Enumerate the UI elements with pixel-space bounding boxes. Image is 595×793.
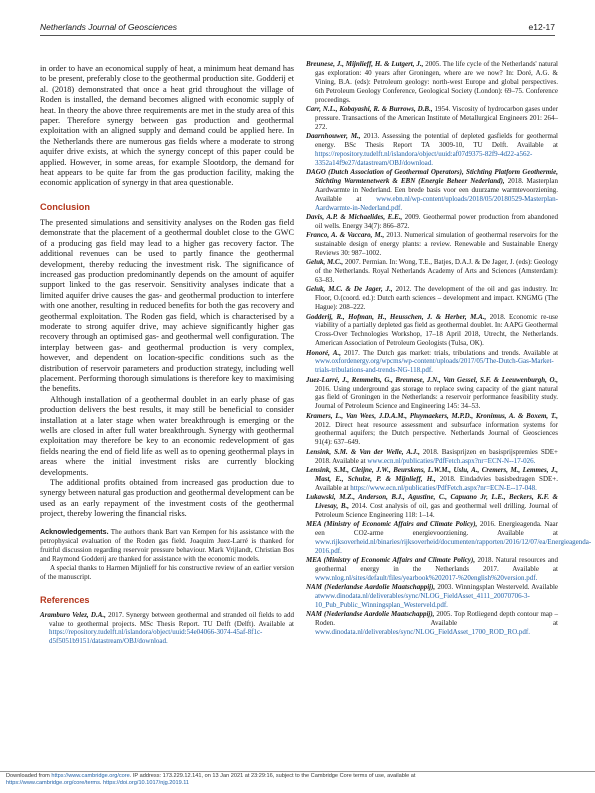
header-divider [40, 35, 555, 36]
reference-link[interactable]: www.dinodata.nl/deliverables/sync/NLOG_FieldAsset_1700_ROD_RO.pdf. [315, 628, 530, 637]
reference-item [306, 412, 558, 448]
ack-text: The authors thank Bart van Kempen for his assistance with the petrophysical evaluation of the Roden gas field. Joaquim Juez-Larré is thanked for fruitful discussion regarding reservoir pressure behaviour. Mark Vrijlandt, Christian Bos and Raymond Godderij are thanked for assistance with the economic models. [40, 527, 294, 563]
footer-separator: . [99, 780, 103, 786]
reference-text: 2012. Direct heat resource assessment and subsurface information systems for geothermal aquifers; the Dutch perspective. Netherlands Journal of Geosciences 91(4): 637–649. [315, 420, 558, 447]
references-list-right [306, 60, 592, 637]
reference-item [306, 466, 558, 493]
reference-authors: Juez-Larré, J., Remmelts, G., Breunese, J.N., Van Gessel, S.F. & Leeuwenburgh, O., [306, 375, 558, 384]
reference-authors: Lensink, S.M. & Van der Welle, A.J., [306, 447, 420, 456]
reference-item [306, 349, 558, 376]
reference-item [306, 448, 558, 466]
references-heading: References [40, 594, 90, 605]
reference-text: 2005. The life cycle of the Netherlands' natural gas exploration: 40 years after Groningen, where are we now? In: Doré, A.G. & Vining, B.A. (eds): Petroleum geology: north-west Europe and global perspectives. 6th Petroleum Geology Conference, Geological Society (London): 69–75. Conference proceedings. [315, 60, 559, 104]
reference-item [306, 493, 558, 520]
reference-item [306, 213, 558, 231]
reference-authors: NAM (Nederlandse Aardolie Maatschappij), [306, 610, 435, 619]
reference-authors: Godderij, R., Hofman, H., Heusschen, J. & Herber, M.A., [306, 312, 487, 321]
reference-item [306, 520, 592, 556]
conclusion-heading: Conclusion [40, 201, 91, 212]
reference-text: 2013. Assessing the potential of depleted gasfields for geothermal energy. BSc Thesis Report TA 3009-10, TU Delft. Available at [315, 132, 558, 149]
conclusion-paragraph-1: The presented simulations and sensitivity analyses on the Roden gas field demonstrate that the placement of a geothermal doublet close to the GWC of a producing gas field may lead to a higher gas recovery factor. The additional revenues can be used to partly finance the geothermal development, thereby reducing the investment risk. The significance of increased gas production predominantly depends on the amount of aquifer support linked to the gas reservoir. Sensitivity analyses indicate that a limited aquifer drive causes the gas- and geothermal production to interfere with one another, resulting in reduced benefits for both the gas recovery and geothermal exploitation. The Roden gas field, which is characterised by a moderate to strong aquifer drive, may achieve significantly higher gas recovery through an optimised gas- and geothermal well configuration. The interplay between gas- and geothermal production is very complex, however, and dependent on location-specific conditions such as the distribution of reservoir parameters and production strategy, including well placement. Performing thorough simulations is therefore key to maximising the benefits. [40, 217, 294, 394]
reference-authors: Aramburo Velez, D.A., [40, 610, 106, 619]
reference-link[interactable]: www.ecn.nl/publicaties/PdfFetch.aspx?nr=ECN-N--17-026. [367, 456, 536, 465]
acknowledgements [40, 528, 294, 582]
doi-link[interactable]: https://doi.org/10.1017/njg.2019.11 [103, 780, 190, 786]
reference-text: 2017. The Dutch gas market: trials, tribulations and trends. Available at [341, 348, 559, 357]
reference-authors: Franco, A. & Vaccaro, M., [306, 231, 385, 240]
download-footer [6, 773, 415, 787]
reference-text: 2013. Numerical simulation of geothermal reservoirs for the sustainable design of energy plants: a review. Renewable and Sustainable Energy Reviews 30: 987–1002. [315, 231, 558, 257]
ack-paragraph [40, 528, 294, 564]
reference-text: 2012. The development of the oil and gas industry. In: Floor, O.(coord. ed.): Dutch earth sciences – development and impact. KNGMG (The Hague): 208–222. [315, 285, 558, 312]
ack-paragraph-2: A special thanks to Harmen Mijnlieff for his constructive review of an earlier version of the manuscript. [40, 563, 294, 581]
reference-item [306, 376, 558, 412]
reference-item [306, 132, 558, 168]
reference-link[interactable]: www.oxfordenergy.org/wpcms/wp-content/uploads/2017/05/The-Dutch-Gas-Market-trials-tribulations-and-trends-NG-118.pdf. [315, 357, 554, 375]
reference-item [306, 168, 558, 213]
reference-item [40, 611, 294, 647]
reference-text: 2018. Masterplan Aardwarmte in Nederland. Een brede basis voor een duurzame warmtevoorziening. Available at [315, 176, 558, 203]
intro-paragraph: in order to have an economical supply of heat, a minimum heat demand has to be present, preferably close to the geothermal production site. Godderij et al. (2018) demonstrated that once a heat grid throughout the village of Roden is installed, the demand becomes aligned with economic supply of heat. In theory the above three requirements are met in the study area of this paper. Therefore synergy between gas production and geothermal exploitation with an aligned supply and demand could be applied here. In the Netherlands there are numerous gas fields where a moderate to strong aquifer drive exists, at which the synergy concept of this paper could be applied. However, in some areas, for example Slootdorp, the demand for heat appears to be quite far from the gas production facility, making the economic application of synergy in that area questionable. [40, 64, 294, 188]
reference-text: 1954. Viscosity of hydrocarbon gases under pressure. Transactions of the American Institute of Metallurgical Engineers 201: 264–272. [315, 104, 558, 131]
reference-item [306, 258, 558, 285]
reference-authors: NAM (Nederlandse Aardolie Maatschappij), [306, 583, 436, 592]
conclusion-body [40, 218, 294, 520]
reference-link[interactable]: www.nlog.nl/sites/default/files/yearbook%202017-%20english%20version.pdf. [315, 573, 538, 582]
reference-text: 2007. Permian. In: Wong, T.E., Batjes, D.A.J. & De Jager, J. (eds): Geology of the Netherlands. Royal Netherlands Academy of Arts and Sciences (Amsterdam): 63–83. [315, 258, 558, 285]
reference-authors: Breunese, J., Mijnlieff, H. & Lutgert, J., [306, 60, 424, 68]
reference-link[interactable]: https://repository.tudelft.nl/islandora/object/uuid:af07d9375-82f9-4d22-a562-3352a14f9e27/datastream/OBJ/download. [315, 149, 533, 167]
reference-text: 2014. Cost analysis of oil, gas and geothermal well drilling. Journal of Petroleum Science Engineering 118: 1–14. [315, 501, 558, 519]
ack-label: Acknowledgements. [40, 527, 109, 536]
reference-link[interactable]: www.rijksoverheid.nl/binaries/rijksoverheid/documenten/rapporten/2016/12/07/ea/Energieagenda-2016.pdf. [315, 537, 592, 555]
reference-text: 2003. Winningsplan Westerveld. Available [435, 583, 559, 592]
reference-text: 2018. Natural resources and geothermal energy in the Netherlands 2017. Available at [315, 556, 558, 573]
footer-prefix: Downloaded from [6, 773, 52, 779]
reference-authors: MEA (Ministry of Economic Affairs and Climate Policy), [306, 556, 476, 565]
reference-item [306, 313, 558, 349]
conclusion-paragraph-2: Although installation of a geothermal doublet in an early phase of gas production delivers the best results, it may still be beneficial to consider installation at a later stage when water breakthrough is emerging or the wells are closed in after full water breakthrough. Synergy with geothermal exploitation may therefore be key to an economic redevelopment of gas fields nearing the end of field life as well as to opening geothermal plays in areas where the initial investment risks are currently blocking developments. [40, 394, 294, 477]
reference-link[interactable]: www.ebn.nl/wp-content/uploads/2018/05/20180529-Masterplan-Aardwarmte-in-Nederland.pdf. [315, 194, 558, 212]
reference-text: 2016. Energieagenda. Naar een CO2-arme energievoorziening. Available at [315, 520, 558, 537]
reference-text: 2018. Eindadvies basisbedragen SDE+. Available at [315, 474, 558, 492]
reference-item [306, 105, 558, 132]
conclusion-paragraph-3: The additional profits obtained from increased gas production due to synergy between natural gas production and geothermal development can be used as an early repayment of the investment costs of the geothermal project, thereby lowering the financial risks. [40, 478, 294, 519]
reference-item [306, 610, 558, 637]
reference-text: 2018. Economic re-use viability of a partially depleted gas field as geothermal doublet. In: AAPG Geothermal Cross-Over Technologies Workshop, 17–18 April 2018, Utrecht, the Netherlands. American Association of Petroleum Geologists (Tulsa, OK). [315, 312, 558, 348]
reference-item [306, 285, 558, 312]
reference-authors: Daarnhouwer, M., [306, 132, 361, 141]
body-text [40, 64, 294, 189]
reference-link[interactable]: atwww.dinodata.nl/deliverables/sync/NLOG_FieldAsset_4111_20070706-3-10_Pub_Public_Winningsplan_Westerveld.pdf. [315, 592, 530, 610]
reference-authors: Lensink, S.M., Cleijne, J.W., Beurskens, L.W.M., Uslu, A., Cremers, M., Lemmes, J., Mast, E., Schulze, P. & Mijnlieff, H., [306, 465, 558, 483]
reference-link[interactable]: https://repository.tudelft.nl/islandora/object/uuid:54e04066-3074-45af-8f1c-d5f5051b9151/datastream/OBJ/download. [49, 628, 263, 646]
page-number: e12-17 [528, 22, 555, 32]
reference-item [306, 583, 558, 610]
reference-link[interactable]: https://www.ecn.nl/publicaties/PdfFetch.aspx?nr=ECN-E--17-048. [350, 483, 537, 492]
references-list-left [40, 611, 294, 647]
terms-link[interactable]: https://www.cambridge.org/core/terms [6, 780, 100, 786]
reference-authors: Geluk, M.C. & De Jager, J., [306, 285, 393, 294]
cambridge-core-link[interactable]: https://www.cambridge.org/core [51, 773, 130, 779]
reference-authors: Geluk, M.C., [306, 258, 344, 267]
reference-authors: Carr, N.L., Kobayashi, R. & Burrows, D.B., [306, 104, 433, 113]
footer-line-1 [6, 773, 415, 780]
reference-text: 2009. Geothermal power production from abandoned oil wells. Energy 34(7): 866–872. [315, 212, 558, 230]
reference-item [306, 231, 558, 258]
reference-authors: DAGO (Dutch Association of Geothermal Operators), Stichting Platform Geothermie, Stichting Warmtenetwerk & EBN (Energie Beheer Nederland), [306, 168, 558, 185]
reference-text: 2016. Using underground gas storage to replace swing capacity of the giant natural gas field of Groningen in the Netherlands: a reservoir performance feasibility study. Journal of Petroleum Science and Engineering 145: 34–53. [315, 384, 558, 411]
reference-authors: Honoré, A., [306, 348, 341, 357]
right-column [306, 60, 592, 637]
reference-text: 2005. Top Rotliegend depth contour map – Roden. Available at [315, 610, 558, 628]
footer-line-2 [6, 780, 415, 787]
reference-text: 2018. Basisprijzen en basisprijspremies SDE+ 2018. Available at [315, 447, 558, 465]
footer-divider [0, 771, 595, 772]
reference-item [306, 556, 558, 583]
footer-suffix: . IP address: 173.229.12.141, on 13 Jan 2021 at 23:29:16, subject to the Cambridge Core terms of use, available at [129, 773, 416, 779]
reference-authors: Kramers, L., Van Wees, J.D.A.M., Pluymaekers, M.P.D., Kronimus, A. & Boxem, T., [306, 411, 558, 420]
running-header [40, 22, 555, 36]
reference-authors: Lukawski, M.Z., Anderson, B.J., Agustine, C., Capuano Jr, L.E., Beckers, K.F. & Livesay, B., [306, 492, 558, 510]
reference-authors: Davis, A.P. & Michaelides, E.E., [306, 212, 403, 221]
left-column [40, 64, 294, 647]
reference-item [306, 60, 558, 105]
reference-authors: MEA (Ministry of Economic Affairs and Climate Policy), [306, 520, 478, 529]
reference-text: 2017. Synergy between geothermal and stranded oil fields to add value to geothermal projects. MSc Thesis Report. TU Delft (Delft). Available at [49, 610, 294, 628]
journal-name: Netherlands Journal of Geosciences [40, 22, 178, 32]
